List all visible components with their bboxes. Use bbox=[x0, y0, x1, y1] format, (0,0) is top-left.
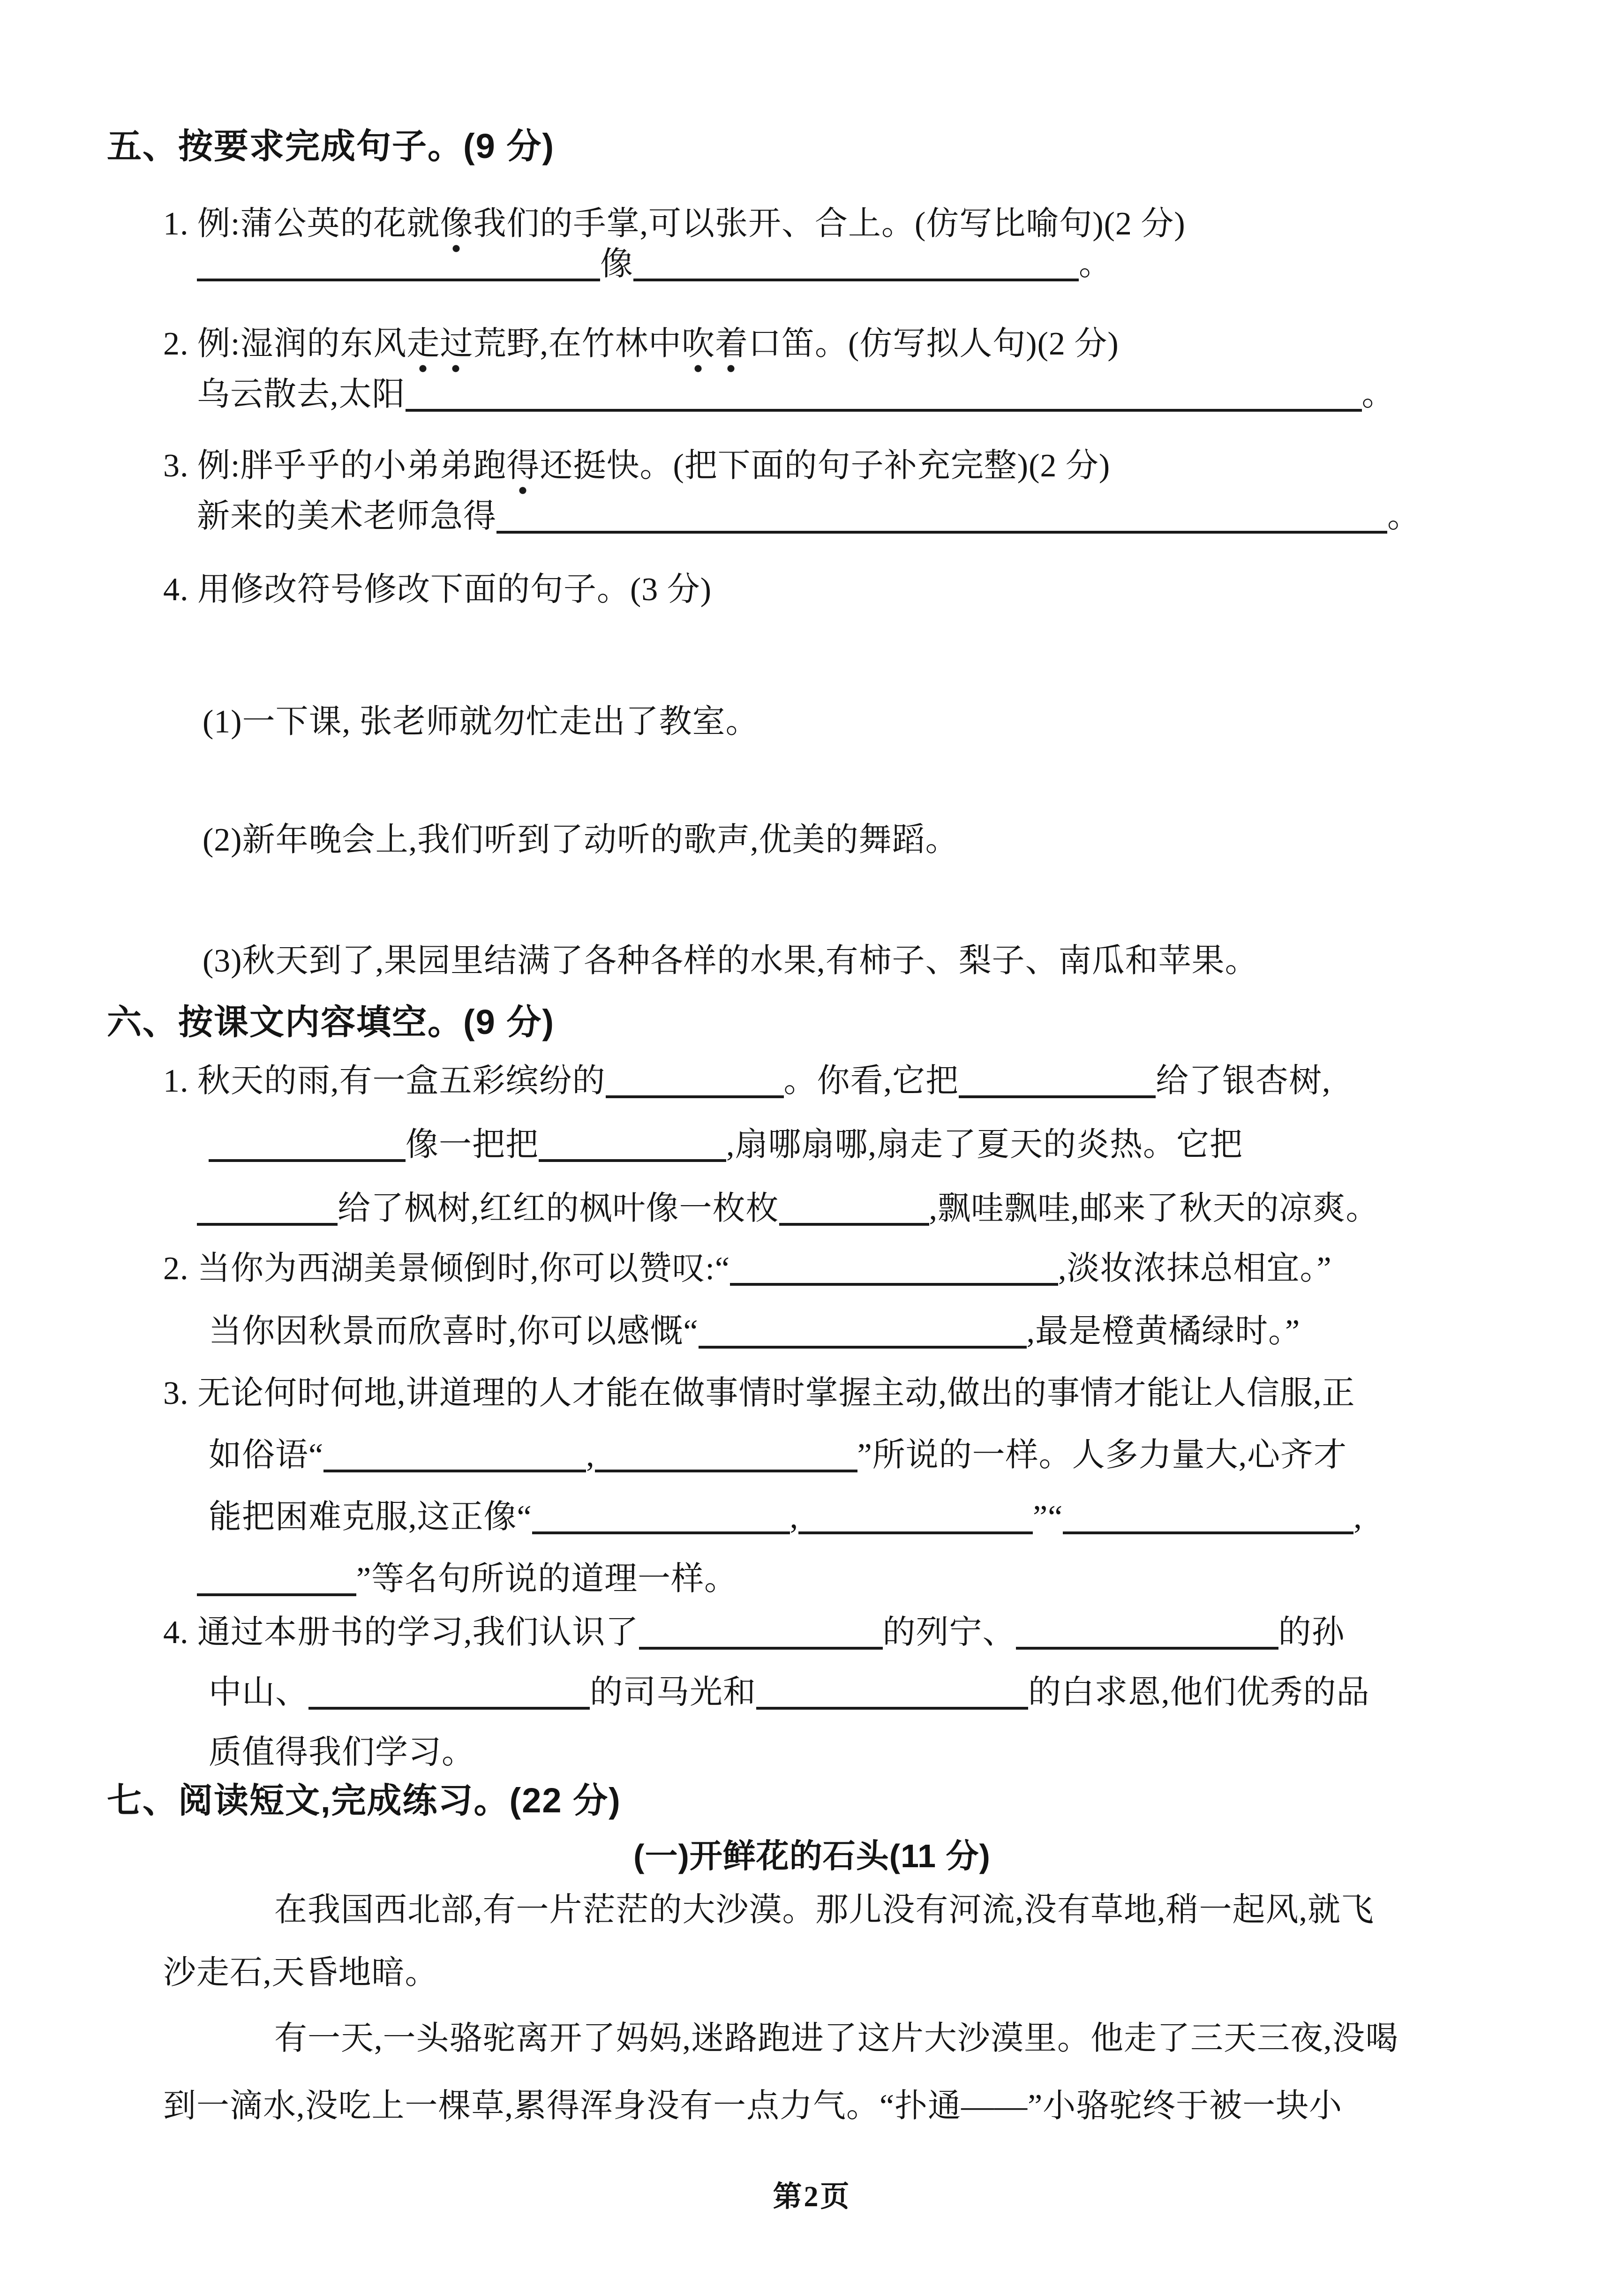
text: 如俗语“ bbox=[209, 1437, 324, 1473]
page-number: 第2页 bbox=[773, 2181, 851, 2213]
question-6-1-line-1 bbox=[163, 1062, 1331, 1101]
question-5-2-pre: 2. 例:湿润的东风 bbox=[163, 326, 407, 362]
question-6-3-line-3 bbox=[209, 1498, 1362, 1537]
question-6-4-line-2 bbox=[209, 1673, 1370, 1712]
answer-blank bbox=[197, 246, 600, 281]
answer-line-5-1 bbox=[197, 245, 1112, 284]
answer-blank bbox=[633, 246, 1079, 281]
text: ,飘哇飘哇,邮来了秋天的凉爽。 bbox=[929, 1191, 1379, 1227]
text: ”“ bbox=[1033, 1499, 1063, 1535]
passage-para-2-line-1: 有一天,一头骆驼离开了妈妈,迷路跑进了这片大沙漠里。他走了三天三夜,没喝 bbox=[274, 2021, 1399, 2057]
period: 。 bbox=[1079, 246, 1112, 282]
question-5-4: 4. 用修改符号修改下面的句子。(3 分) bbox=[163, 572, 712, 608]
question-5-1-post: 我们的手掌,可以张开、合上。(仿写比喻句)(2 分) bbox=[473, 206, 1186, 242]
period: 。 bbox=[1387, 498, 1421, 535]
emphasis-dots: 吹着 bbox=[682, 326, 748, 374]
answer-blank bbox=[756, 1674, 1028, 1710]
question-5-3 bbox=[163, 446, 1110, 486]
question-5-2-mid: 荒野,在竹林中 bbox=[473, 326, 682, 362]
answer-blank bbox=[730, 1250, 1058, 1286]
text: 给了银杏树, bbox=[1156, 1063, 1331, 1099]
answer-blank bbox=[406, 376, 1362, 412]
answer-pre: 新来的美术老师急得 bbox=[197, 498, 496, 535]
passage-para-1-line-1: 在我国西北部,有一片茫茫的大沙漠。那儿没有河流,没有草地,稍一起风,就飞 bbox=[274, 1892, 1374, 1928]
question-5-1 bbox=[163, 204, 1186, 244]
question-5-2-post: 口笛。(仿写拟人句)(2 分) bbox=[748, 326, 1119, 362]
text: ”等名句所说的道理一样。 bbox=[356, 1561, 738, 1597]
question-5-3-post: 还挺快。(把下面的句子补充完整)(2 分) bbox=[540, 448, 1111, 484]
emphasis-dots: 像 bbox=[440, 206, 473, 254]
answer-blank bbox=[798, 1499, 1033, 1534]
answer-blank bbox=[639, 1614, 883, 1650]
question-6-3-line-1: 3. 无论何时何地,讲道理的人才能在做事情时掌握主动,做出的事情才能让人信服,正 bbox=[163, 1375, 1355, 1411]
answer-blank bbox=[532, 1499, 790, 1534]
question-6-3-line-4 bbox=[197, 1560, 737, 1599]
answer-pre: 乌云散去,太阳 bbox=[197, 377, 406, 413]
answer-blank bbox=[1063, 1499, 1353, 1534]
reading-passage-title: (一)开鲜花的石头(11 分) bbox=[633, 1838, 991, 1874]
emphasis-dots: 得 bbox=[506, 448, 540, 496]
text: 像一把把 bbox=[406, 1127, 539, 1163]
text: 的司马光和 bbox=[590, 1674, 756, 1711]
text: ,淡妆浓抹总相宜。” bbox=[1058, 1251, 1332, 1287]
answer-blank bbox=[496, 498, 1387, 534]
question-6-1-line-2 bbox=[209, 1125, 1243, 1165]
text: 给了枫树,红红的枫叶像一枚枚 bbox=[338, 1191, 779, 1227]
text: 1. 秋天的雨,有一盒五彩缤纷的 bbox=[163, 1063, 606, 1099]
section-7-heading: 七、阅读短文,完成练习。(22 分) bbox=[107, 1781, 621, 1820]
text: 的白求恩,他们优秀的品 bbox=[1028, 1674, 1370, 1711]
text: 4. 通过本册书的学习,我们认识了 bbox=[163, 1614, 639, 1651]
question-6-4-line-1 bbox=[163, 1613, 1345, 1652]
answer-blank bbox=[606, 1063, 784, 1098]
text: , bbox=[1353, 1499, 1362, 1535]
answer-blank bbox=[959, 1063, 1156, 1098]
question-6-4-line-3: 质值得我们学习。 bbox=[209, 1735, 475, 1771]
question-6-2-line-2 bbox=[209, 1312, 1300, 1351]
text: ,扇哪扇哪,扇走了夏天的炎热。它把 bbox=[726, 1127, 1243, 1163]
answer-blank bbox=[323, 1437, 586, 1472]
answer-blank bbox=[197, 1190, 338, 1226]
question-5-4-sentence-2: (2)新年晚会上,我们听到了动听的歌声,优美的舞蹈。 bbox=[203, 822, 959, 858]
passage-para-1-line-2: 沙走石,天昏地暗。 bbox=[163, 1955, 438, 1991]
question-5-4-sentence-3: (3)秋天到了,果园里结满了各种各样的水果,有柿子、梨子、南瓜和苹果。 bbox=[203, 943, 1258, 979]
text: ,最是橙黄橘绿时。” bbox=[1026, 1313, 1301, 1350]
text: ”所说的一样。人多力量大,心齐才 bbox=[857, 1437, 1347, 1473]
text: 的孙 bbox=[1278, 1614, 1345, 1651]
text: 中山、 bbox=[209, 1674, 308, 1711]
answer-blank bbox=[539, 1126, 726, 1162]
section-6-heading: 六、按课文内容填空。(9 分) bbox=[107, 1003, 555, 1041]
text: 的列宁、 bbox=[882, 1614, 1016, 1651]
question-5-4-sentence-1: (1)一下课, 张老师就勿忙走出了教室。 bbox=[203, 704, 759, 740]
passage-para-2-line-2: 到一滴水,没吃上一棵草,累得浑身没有一点力气。“扑通——”小骆驼终于被一块小 bbox=[163, 2088, 1343, 2124]
text: 。你看,它把 bbox=[783, 1063, 959, 1099]
text: 能把困难克服,这正像“ bbox=[209, 1499, 532, 1535]
question-5-3-pre: 3. 例:胖乎乎的小弟弟跑 bbox=[163, 448, 507, 484]
text: , bbox=[789, 1499, 799, 1535]
emphasis-dots: 走过 bbox=[406, 326, 473, 374]
period: 。 bbox=[1361, 377, 1395, 413]
answer-blank bbox=[699, 1313, 1027, 1349]
question-6-1-line-3 bbox=[197, 1189, 1379, 1229]
answer-line-5-3 bbox=[197, 497, 1421, 536]
section-5-heading: 五、按要求完成句子。(9 分) bbox=[107, 127, 555, 166]
question-5-2 bbox=[163, 324, 1119, 364]
answer-blank bbox=[308, 1674, 590, 1710]
text: 当你因秋景而欣喜时,你可以感慨“ bbox=[209, 1313, 699, 1350]
answer-blank bbox=[1016, 1614, 1278, 1650]
answer-blank bbox=[595, 1437, 857, 1472]
question-6-2-line-1 bbox=[163, 1249, 1332, 1289]
answer-line-5-2 bbox=[197, 375, 1395, 415]
question-6-3-line-2 bbox=[209, 1436, 1347, 1475]
answer-blank bbox=[779, 1190, 929, 1226]
question-5-1-pre: 1. 例:蒲公英的花就 bbox=[163, 206, 440, 242]
answer-mid: 像 bbox=[600, 246, 633, 282]
text: 2. 当你为西湖美景倾倒时,你可以赞叹:“ bbox=[163, 1251, 730, 1287]
answer-blank bbox=[197, 1561, 356, 1596]
text: , bbox=[586, 1437, 595, 1473]
answer-blank bbox=[209, 1126, 406, 1162]
